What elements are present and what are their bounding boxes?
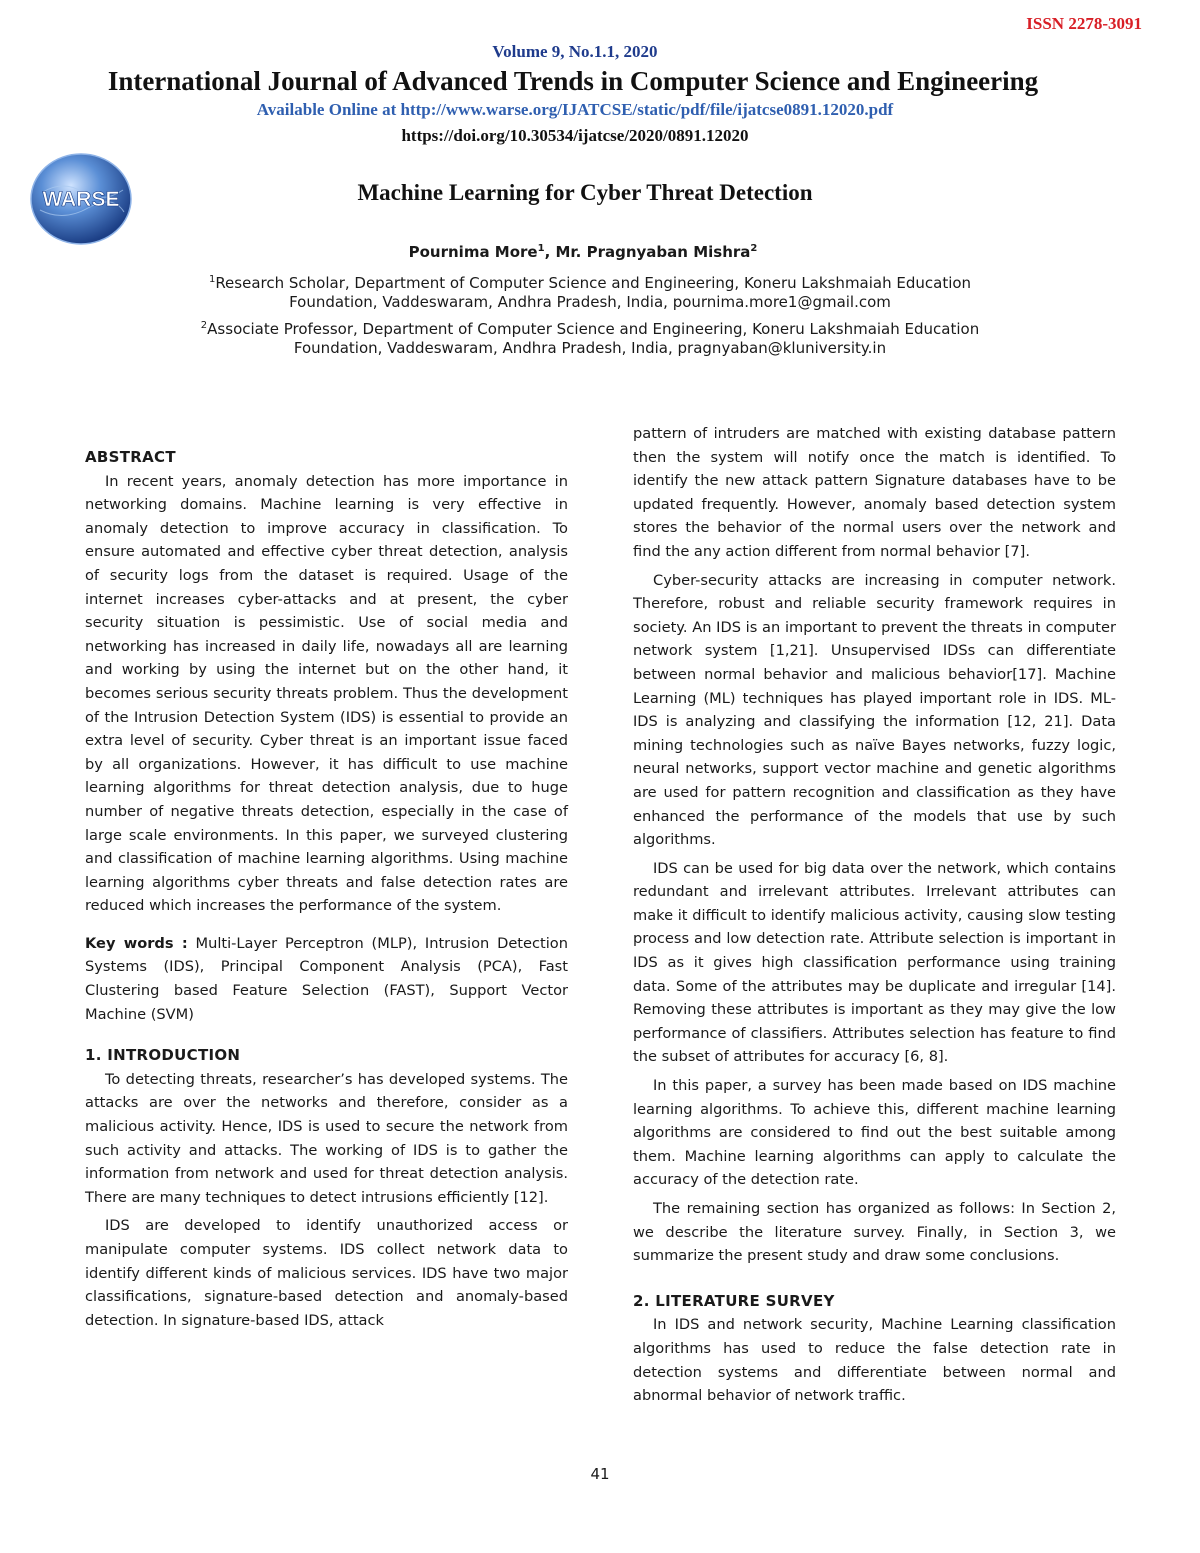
right-paragraph-3: IDS can be used for big data over the network, which contains redundant and irrelevant attributes. Irrelevant attributes can make it difficult to identify malicious activity, causing slow testing process and low detection rate. Attribute selection is important in IDS as it gives high classification performance using training data. Some of the attributes may be duplicate and irregular [14]. Removing these attributes is important as they may give the low performance of classifiers. Attributes selection has feature to find the subset of attributes for accuracy [6, 8]. xyxy=(633,859,1116,1066)
paper-title: Machine Learning for Cyber Threat Detection xyxy=(357,180,813,205)
right-column xyxy=(633,422,1116,1408)
volume-info: Volume 9, No.1.1, 2020 xyxy=(492,42,658,61)
intro-paragraph-2: IDS are developed to identify unauthorized access or manipulate computer systems. IDS collect network data to identify different kinds of malicious services. IDS have two major classifications, signature-based detection and anomaly-based detection. In signature-based IDS, attack xyxy=(85,1217,568,1329)
affil-2-sup: 2 xyxy=(200,320,208,331)
author-1: Pournima More xyxy=(408,243,538,261)
authors-line xyxy=(0,243,1166,261)
author-separator: , Mr. Pragnyaban Mishra xyxy=(544,243,751,261)
author-2-sup: 2 xyxy=(750,243,758,254)
right-paragraph-5: The remaining section has organized as follows: In Section 2, we describe the literature survey. Finally, in Section 3, we summarize the present study and draw some conclusions. xyxy=(633,1200,1116,1265)
abstract-heading: ABSTRACT xyxy=(85,448,176,466)
literature-survey-heading: 2. LITERATURE SURVEY xyxy=(633,1291,835,1310)
literature-paragraph-1: In IDS and network security, Machine Learning classification algorithms has used to reduce the false detection rate in detection systems and differentiate between normal and abnormal behavior of network traffic. xyxy=(633,1316,1116,1405)
affil-1-sup: 1 xyxy=(208,274,216,285)
page-number: 41 xyxy=(590,1465,610,1483)
keywords-label: Key words : xyxy=(85,934,188,952)
abstract-text: In recent years, anomaly detection has more importance in networking domains. Machine learning is very effective in anomaly detection to improve accuracy in classification. To ensure automated and effective cyber threat detection, analysis of security logs from the dataset is required. Usage of the internet increases cyber-attacks and at present, the cyber security situation is pessimistic. Use of social media and networking has increased in daily life, nowadays all are learning and working by using the internet but on the other hand, it becomes serious security threats problem. Thus the development of the Intrusion Detection System (IDS) is essential to provide an extra level of security. Cyber threat is an important issue faced by all organizations. However, it has difficult to use machine learning algorithms for threat detection analysis, due to huge number of negative threats detection, especially in the case of large scale environments. In this paper, we surveyed clustering and classification of machine learning algorithms. Using machine learning algorithms cyber threats and false detection rates are reduced which increases the performance of the system. xyxy=(85,472,568,915)
intro-paragraph-1: To detecting threats, researcher’s has developed systems. The attacks are over the networks and therefore, consider as a malicious activity. Hence, IDS is used to secure the network from such activity and attacks. The working of IDS is to gather the information from network and used for threat detection analysis. There are many techniques to detect intrusions efficiently [12]. xyxy=(85,1070,568,1206)
journal-title: International Journal of Advanced Trends in Computer Science and Engineering xyxy=(107,66,1039,96)
introduction-heading: 1. INTRODUCTION xyxy=(85,1046,241,1065)
right-paragraph-1: pattern of intruders are matched with existing database pattern then the system will notify once the match is identified. To identify the new attack pattern Signature databases have to be updated frequently. However, anomaly based detection system stores the behavior of the normal users over the network and find the any action different from normal behavior [7]. xyxy=(633,425,1116,560)
affil-2-text: Associate Professor, Department of Computer Science and Engineering, Koneru Lakshmaiah Education xyxy=(207,320,980,338)
author-1-sup: 1 xyxy=(537,243,545,254)
logo-text: WARSE xyxy=(42,188,120,211)
keywords xyxy=(85,932,568,1026)
right-paragraph-4: In this paper, a survey has been made based on IDS machine learning algorithms. To achieve this, different machine learning algorithms are considered to find out the best suitable among them. Machine learning algorithms can apply to calculate the accuracy of the detection rate. xyxy=(633,1077,1116,1189)
right-paragraph-2: Cyber-security attacks are increasing in computer network. Therefore, robust and reliable security framework requires in society. An IDS is an important to prevent the threats in computer network system [1,21]. Unsupervised IDSs can differentiate between normal behavior and malicious behavior[17]. Machine Learning (ML) techniques has played important role in IDS. ML-IDS is analyzing and classifying the information [12, 21]. Data mining technologies such as naïve Bayes networks, fuzzy logic, neural networks, support vector machine and genetic algorithms are used for pattern recognition and classification as they have enhanced the performance of the models that use by such algorithms. xyxy=(633,571,1116,849)
left-column xyxy=(85,446,568,1332)
affil-1-text: Research Scholar, Department of Computer Science and Engineering, Koneru Lakshmaiah Education xyxy=(215,274,972,292)
issn-label: ISSN 2278-3091 xyxy=(1026,14,1142,33)
doi-link[interactable]: https://doi.org/10.30534/ijatcse/2020/0891.12020 xyxy=(401,126,749,145)
keywords-text: Multi-Layer Perceptron (MLP), Intrusion Detection Systems (IDS), Principal Component Analysis (PCA), Fast Clustering based Feature Selection (FAST), Support Vector Machine (SVM) xyxy=(85,934,568,1023)
affiliation-1-line-2: Foundation, Vaddeswaram, Andhra Pradesh, India, pournima.more1@gmail.com xyxy=(289,293,891,311)
available-online-link[interactable]: Available Online at http://www.warse.org/IJATCSE/static/pdf/file/ijatcse0891.12020.pdf xyxy=(256,100,894,119)
affiliation-2-line-2: Foundation, Vaddeswaram, Andhra Pradesh, India, pragnyaban@kluniversity.in xyxy=(293,339,887,357)
